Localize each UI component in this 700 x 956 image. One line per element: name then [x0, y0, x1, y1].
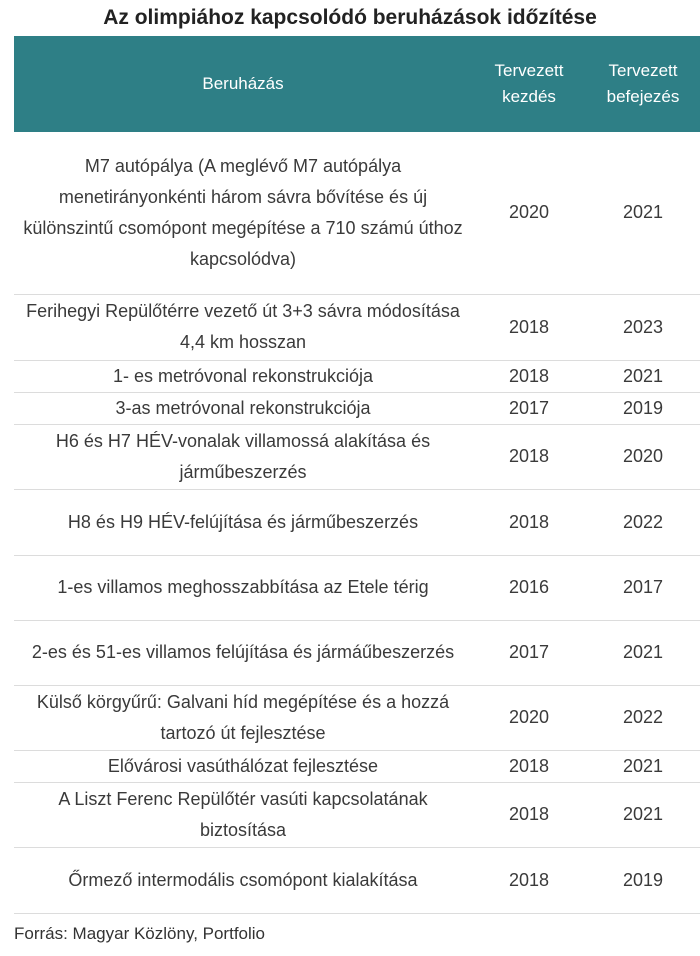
table-row	[14, 685, 700, 750]
header-end: Tervezett befejezés	[586, 36, 700, 132]
table-row	[14, 489, 700, 555]
project-cell: Külső körgyűrű: Galvani híd megépítése és a hozzá tartozó út fejlesztése	[14, 685, 472, 750]
project-cell: H6 és H7 HÉV-vonalak villamossá alakítása és járműbeszerzés	[14, 424, 472, 489]
table-row	[14, 620, 700, 685]
end-cell: 2019	[586, 847, 700, 913]
table-row	[14, 132, 700, 294]
project-cell: M7 autópálya (A meglévő M7 autópálya menetirányonkénti három sávra bővítése és új különszintű csomópont megépítése a 710 számú úthoz kapcsolódva)	[14, 132, 472, 294]
project-cell: 1- es metróvonal rekonstrukciója	[14, 360, 472, 392]
project-cell: 3-as metróvonal rekonstrukciója	[14, 392, 472, 424]
end-cell: 2017	[586, 555, 700, 620]
source-note: Forrás: Magyar Közlöny, Portfolio	[14, 923, 265, 943]
table-row	[14, 555, 700, 620]
project-cell: 1-es villamos meghosszabbítása az Etele térig	[14, 555, 472, 620]
project-cell: Őrmező intermodális csomópont kialakítása	[14, 847, 472, 913]
table-row	[14, 294, 700, 360]
start-cell: 2018	[472, 294, 586, 360]
start-cell: 2018	[472, 360, 586, 392]
start-cell: 2016	[472, 555, 586, 620]
end-cell: 2021	[586, 620, 700, 685]
table-row	[14, 424, 700, 489]
table-row	[14, 782, 700, 847]
end-cell: 2021	[586, 782, 700, 847]
end-cell: 2022	[586, 489, 700, 555]
end-cell: 2021	[586, 132, 700, 294]
start-cell: 2018	[472, 489, 586, 555]
table-body	[14, 132, 700, 913]
end-cell: 2020	[586, 424, 700, 489]
start-cell: 2018	[472, 847, 586, 913]
start-cell: 2020	[472, 132, 586, 294]
start-cell: 2017	[472, 392, 586, 424]
header-start: Tervezett kezdés	[472, 36, 586, 132]
project-cell: Ferihegyi Repülőtérre vezető út 3+3 sávra módosítása 4,4 km hosszan	[14, 294, 472, 360]
end-cell: 2022	[586, 685, 700, 750]
end-cell: 2021	[586, 750, 700, 782]
table-row	[14, 392, 700, 424]
project-cell: 2-es és 51-es villamos felújítása és jármáűbeszerzés	[14, 620, 472, 685]
header-row	[14, 36, 700, 132]
project-cell: Elővárosi vasúthálózat fejlesztése	[14, 750, 472, 782]
end-cell: 2019	[586, 392, 700, 424]
investment-table	[14, 36, 700, 914]
start-cell: 2018	[472, 782, 586, 847]
end-cell: 2021	[586, 360, 700, 392]
header-project: Beruházás	[14, 36, 472, 132]
table-row	[14, 750, 700, 782]
table-row	[14, 847, 700, 913]
project-cell: H8 és H9 HÉV-felújítása és járműbeszerzés	[14, 489, 472, 555]
start-cell: 2018	[472, 750, 586, 782]
table-header	[14, 36, 700, 132]
end-cell: 2023	[586, 294, 700, 360]
start-cell: 2017	[472, 620, 586, 685]
table-row	[14, 360, 700, 392]
project-cell: A Liszt Ferenc Repülőtér vasúti kapcsolatának biztosítása	[14, 782, 472, 847]
start-cell: 2020	[472, 685, 586, 750]
page-title: Az olimpiához kapcsolódó beruházások időzítése	[103, 6, 597, 29]
start-cell: 2018	[472, 424, 586, 489]
